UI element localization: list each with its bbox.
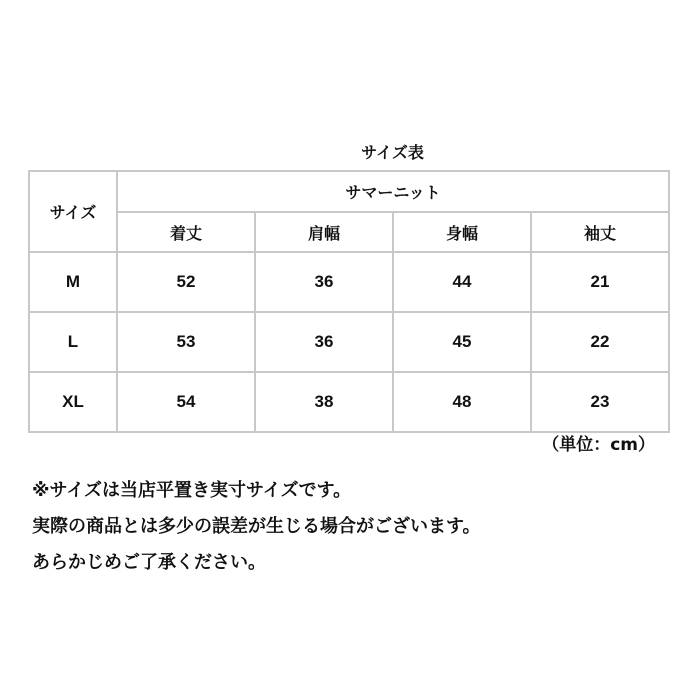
note-line: あらかじめご了承ください。 xyxy=(32,552,266,573)
column-header-length: 着丈 xyxy=(117,212,255,252)
table-cell: 53 xyxy=(117,312,255,372)
table-cell: 21 xyxy=(531,252,669,312)
table-cell: 54 xyxy=(117,372,255,432)
unit-label: （単位：cm） xyxy=(542,435,655,455)
table-cell: 45 xyxy=(393,312,531,372)
product-name-header: サマーニット xyxy=(117,171,669,212)
table-cell: 23 xyxy=(531,372,669,432)
table-cell: 48 xyxy=(393,372,531,432)
note-line: 実際の商品とは多少の誤差が生じる場合がございます。 xyxy=(32,516,481,537)
size-label: M xyxy=(29,252,117,312)
notes xyxy=(32,473,481,581)
page-title: サイズ表 xyxy=(361,143,424,162)
table-cell: 36 xyxy=(255,312,393,372)
table-row xyxy=(29,312,669,372)
size-label: XL xyxy=(29,372,117,432)
note-line: ※サイズは当店平置き実寸サイズです。 xyxy=(32,480,352,501)
size-table xyxy=(28,170,670,433)
table-cell: 36 xyxy=(255,252,393,312)
table-cell: 38 xyxy=(255,372,393,432)
column-header-shoulder: 肩幅 xyxy=(255,212,393,252)
size-column-header: サイズ xyxy=(29,171,117,252)
column-header-width: 身幅 xyxy=(393,212,531,252)
size-label: L xyxy=(29,312,117,372)
table-cell: 44 xyxy=(393,252,531,312)
table-row xyxy=(29,372,669,432)
column-header-sleeve: 袖丈 xyxy=(531,212,669,252)
table-cell: 22 xyxy=(531,312,669,372)
table-row xyxy=(29,252,669,312)
table-cell: 52 xyxy=(117,252,255,312)
